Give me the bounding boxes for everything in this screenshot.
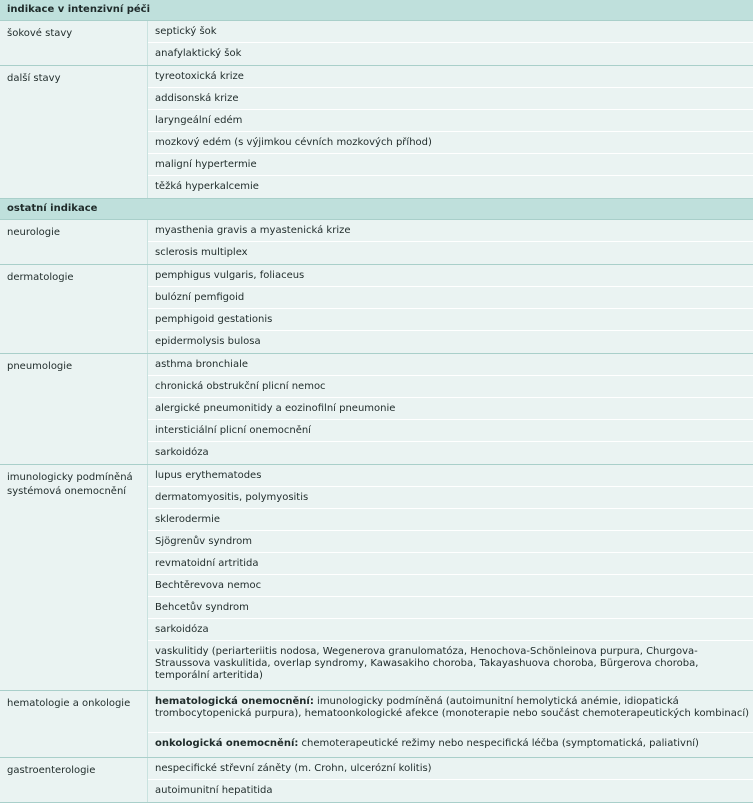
items-column [147,21,753,65]
table-row: pemphigus vulgaris, foliaceus [148,265,753,287]
table-row: tyreotoxická krize [148,66,753,88]
table-group [0,758,753,803]
item-bold-label: hematologická onemocnění: [155,696,314,707]
table-row [148,733,753,757]
table-row: dermatomyositis, polymyositis [148,487,753,509]
items-column [147,691,753,757]
table-row: maligní hypertermie [148,154,753,176]
section-header: ostatní indikace [0,199,753,220]
category-cell: gastroenterologie [7,765,96,776]
table-row: addisonská krize [148,88,753,110]
table-group [0,220,753,265]
table-group [0,354,753,465]
table-row [148,691,753,733]
table-group [0,691,753,758]
table-row: mozkový edém (s výjimkou cévních mozkových příhod) [148,132,753,154]
table-row: těžká hyperkalcemie [155,181,259,192]
table-row: laryngeální edém [148,110,753,132]
items-column [147,758,753,802]
table-row: anafylaktický šok [155,48,242,59]
table-row: sarkoidóza [148,619,753,641]
category-cell: další stavy [7,73,61,84]
category-cell: imunologicky podmíněná systémová onemocnění [7,472,133,497]
table-row: intersticiální plicní onemocnění [148,420,753,442]
table-row: alergické pneumonitidy a eozinofilní pneumonie [148,398,753,420]
items-column [147,354,753,464]
table-group [0,66,753,199]
table-row: Behcetův syndrom [148,597,753,619]
item-text: chemoterapeutické režimy nebo nespecifická léčba (symptomatická, paliativní) [298,738,699,749]
table-row: Bechtěrevova nemoc [148,575,753,597]
table-row: sarkoidóza [155,447,209,458]
table-group [0,21,753,66]
items-column [147,465,753,690]
table-row: autoimunitní hepatitida [155,785,273,796]
table-group [0,465,753,691]
item-text: imunologicky podmíněná (autoimunitní hemolytická anémie, idiopatická trombocytopenická purpura), hematoonkologické afekce (monoterapie nebo součást chemoterapeutických kombinací) [155,696,750,719]
category-cell: hematologie a onkologie [7,698,131,709]
table-row: myasthenia gravis a myastenická krize [148,220,753,242]
table-row: chronická obstrukční plicní nemoc [148,376,753,398]
table-group [0,265,753,354]
table-row: pemphigoid gestationis [148,309,753,331]
table-row: sclerosis multiplex [155,247,248,258]
items-column [147,220,753,264]
section-header: indikace v intenzivní péči [0,0,753,21]
category-cell: neurologie [7,227,61,238]
table-row: nespecifické střevní záněty (m. Crohn, ulcerózní kolitis) [148,758,753,780]
table-row: septický šok [148,21,753,43]
table-row: epidermolysis bulosa [155,336,261,347]
table-row: revmatoidní artritida [148,553,753,575]
table-row: Sjögrenův syndrom [148,531,753,553]
table-row: vaskulitidy (periarteriitis nodosa, Wegenerova granulomatóza, Henochova-Schönleinova purpura, Churgova-Straussova vaskulitida, overlap syndromy, Kawasakiho choroba, Takayashuova choroba, Bürgerova choroba, temporální arteritida) [155,646,699,681]
table-row: asthma bronchiale [148,354,753,376]
category-cell: dermatologie [7,272,74,283]
table-row: lupus erythematodes [148,465,753,487]
table-row: sklerodermie [148,509,753,531]
category-cell: šokové stavy [7,28,73,39]
category-cell: pneumologie [7,361,73,372]
items-column [147,66,753,198]
table-row: bulózní pemfigoid [148,287,753,309]
item-bold-label: onkologická onemocnění: [155,738,299,749]
items-column [147,265,753,353]
